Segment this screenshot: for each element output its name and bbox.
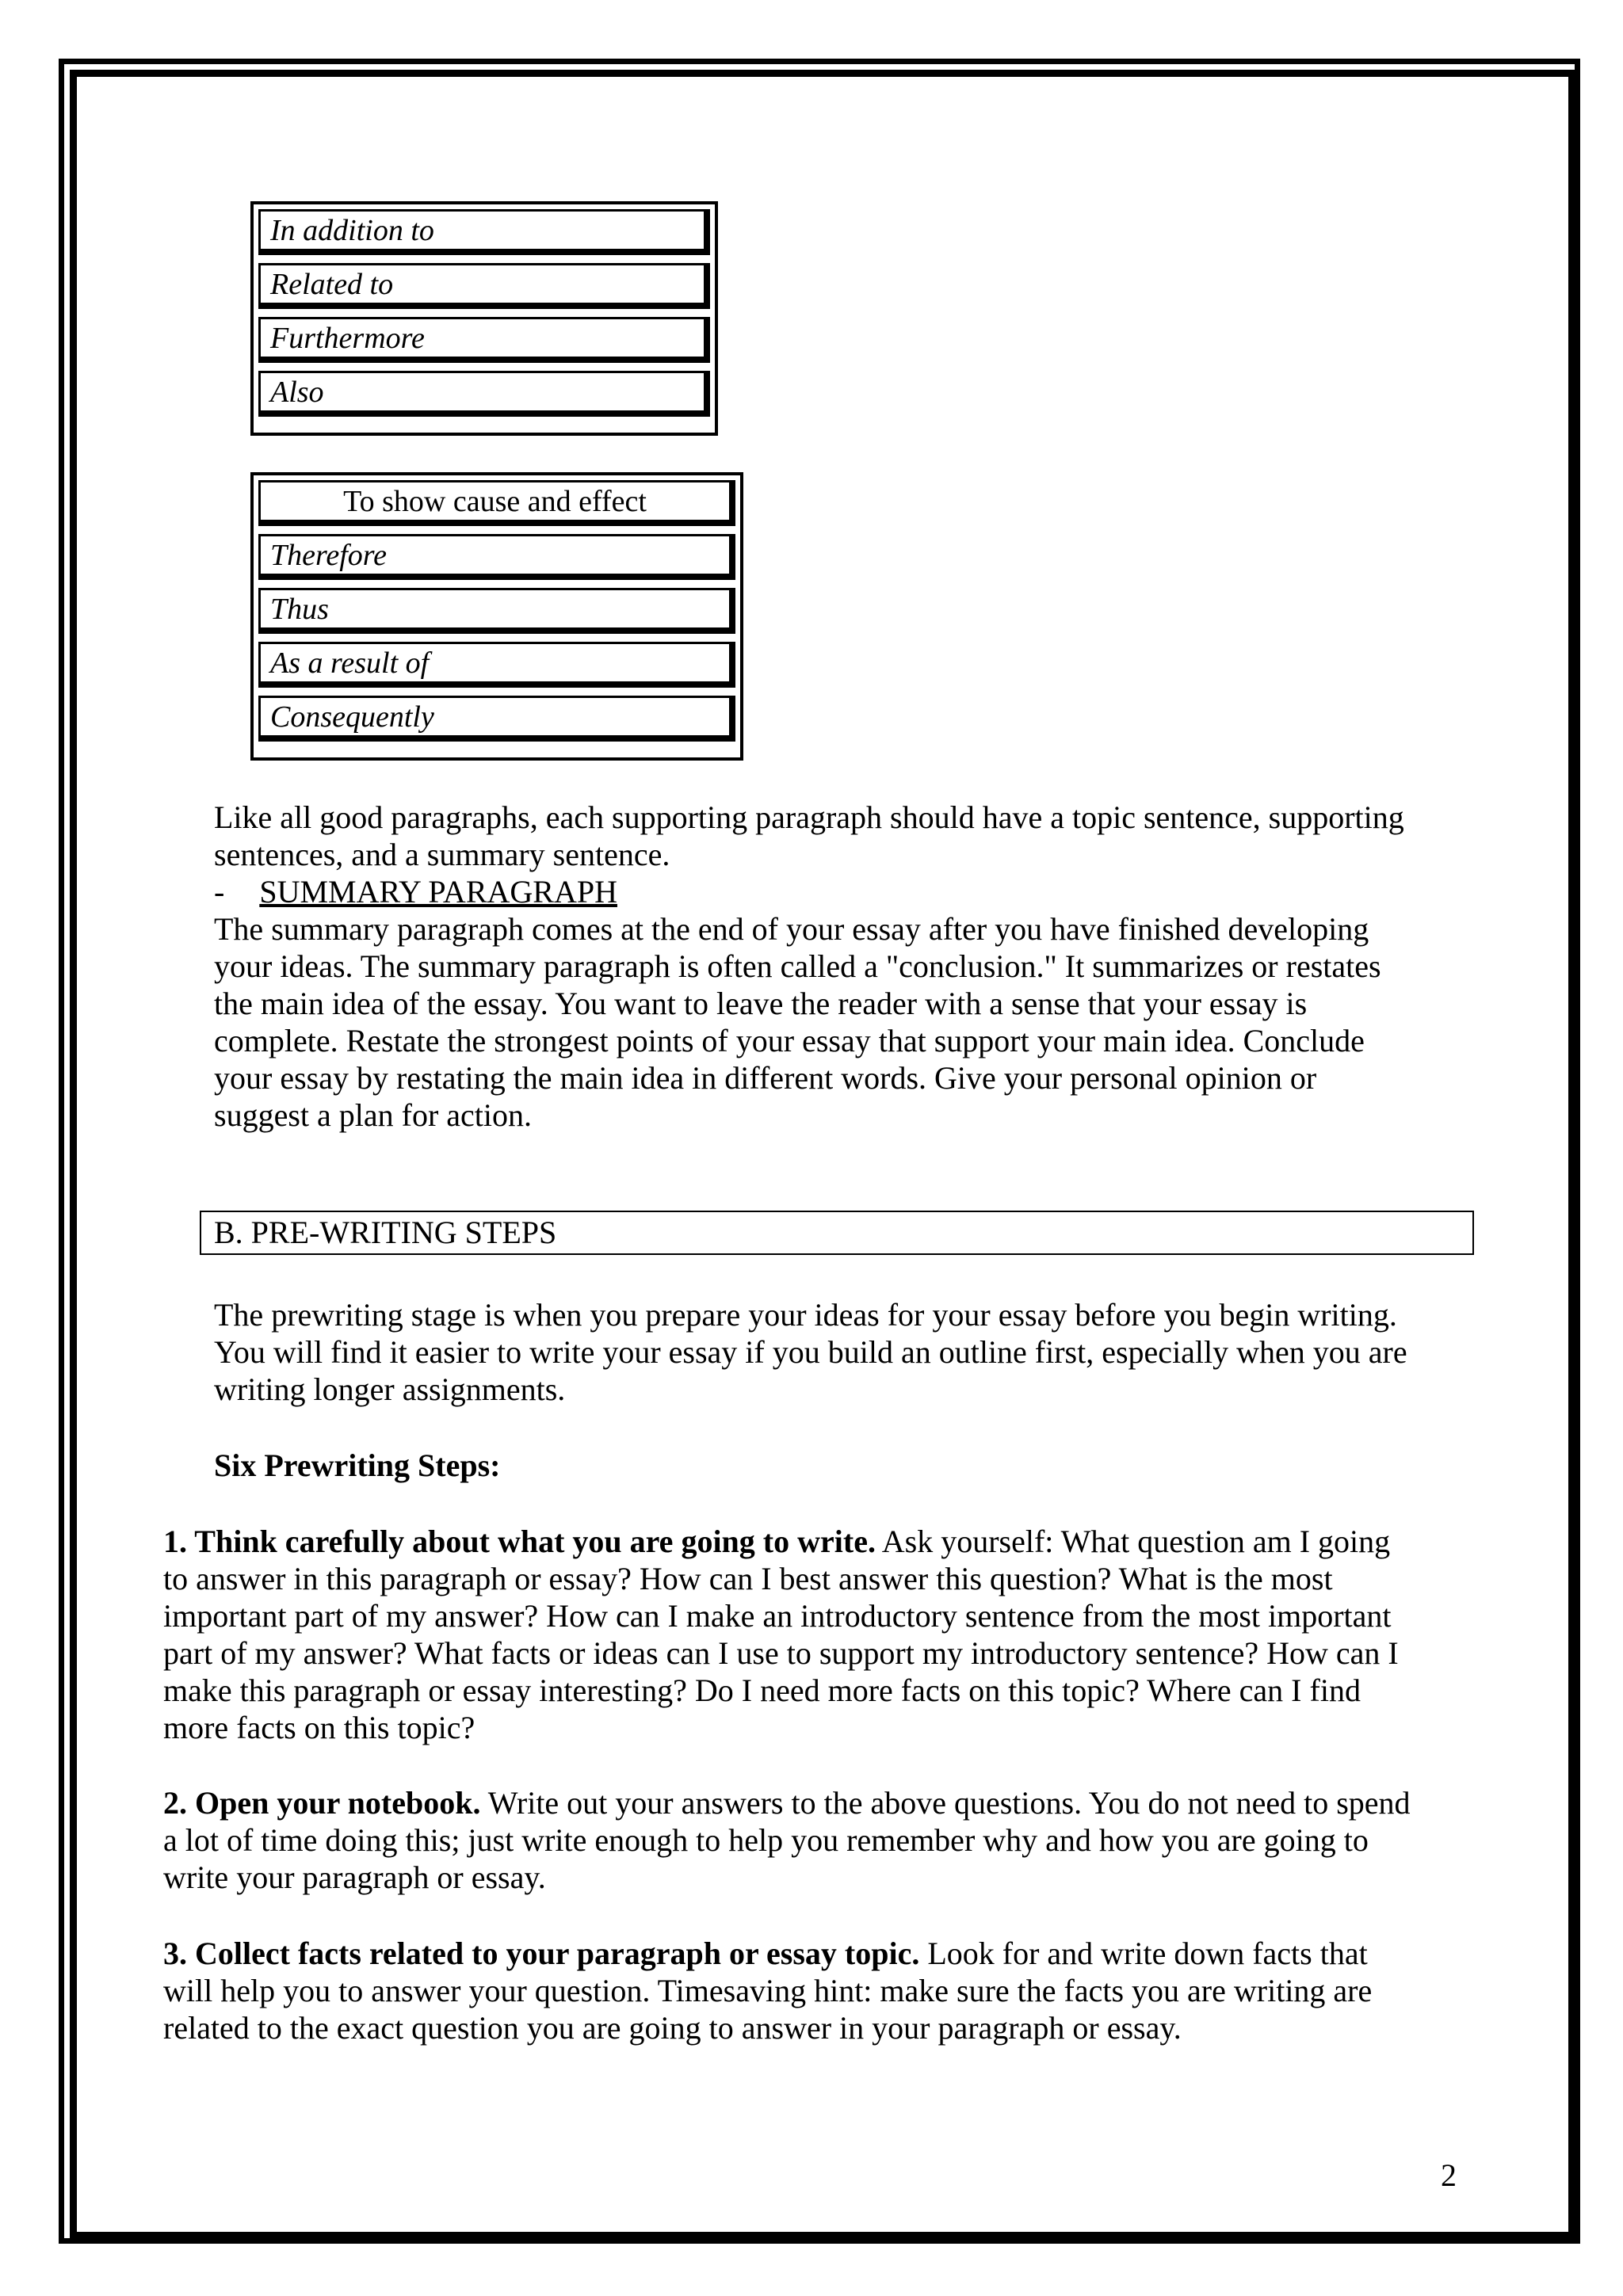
prewriting-intro	[214, 1296, 1407, 1408]
text-line: part of my answer? What facts or ideas can I use to support my introductory sentence? How can I	[163, 1635, 1399, 1671]
step-2	[163, 1784, 1411, 1896]
step-3	[163, 1935, 1372, 2046]
text-line: The prewriting stage is when you prepare your ideas for your essay before you begin writing.	[214, 1297, 1397, 1333]
cause-effect-box	[250, 472, 743, 761]
list-dash: -	[214, 874, 225, 910]
text-line: your ideas. The summary paragraph is often called a "conclusion." It summarizes or restates	[214, 948, 1381, 984]
text-line: suggest a plan for action.	[214, 1097, 532, 1133]
step-title: 3. Collect facts related to your paragraph or essay topic.	[163, 1936, 920, 1971]
text-line: make this paragraph or essay interesting? Do I need more facts on this topic? Where can I find	[163, 1672, 1361, 1708]
page-number: 2	[1441, 2157, 1457, 2193]
text-line: your essay by restating the main idea in different words. Give your personal opinion or	[214, 1060, 1317, 1096]
text-line: sentences, and a summary sentence.	[214, 837, 670, 872]
text-line: Like all good paragraphs, each supporting paragraph should have a topic sentence, supporting	[214, 799, 1404, 835]
transition-word: Related to	[258, 263, 710, 309]
text-line: complete. Restate the strongest points of your essay that support your main idea. Conclude	[214, 1023, 1365, 1058]
cause-effect-word: As a result of	[258, 642, 735, 688]
text-line: will help you to answer your question. Timesaving hint: make sure the facts you are writing are	[163, 1973, 1373, 2008]
section-b-heading: B. PRE-WRITING STEPS	[200, 1211, 1474, 1255]
step-text: Ask yourself: What question am I going	[875, 1524, 1391, 1559]
step-1	[163, 1523, 1399, 1746]
text-line: You will find it easier to write your essay if you build an outline first, especially when you are	[214, 1334, 1407, 1370]
text-line: a lot of time doing this; just write enough to help you remember why and how you are going to	[163, 1822, 1369, 1858]
text-line: more facts on this topic?	[163, 1710, 475, 1745]
text-line: to answer in this paragraph or essay? How can I best answer this question? What is the most	[163, 1561, 1333, 1596]
text-line: The summary paragraph comes at the end of your essay after you have finished developing	[214, 911, 1369, 947]
text-line: the main idea of the essay. You want to leave the reader with a sense that your essay is	[214, 986, 1308, 1021]
cause-effect-word: Thus	[258, 588, 735, 634]
cause-effect-header: To show cause and effect	[258, 480, 735, 526]
summary-heading-row	[214, 873, 617, 910]
step-title: 2. Open your notebook.	[163, 1785, 481, 1821]
text-line: write your paragraph or essay.	[163, 1859, 546, 1895]
text-line: related to the exact question you are going to answer in your paragraph or essay.	[163, 2010, 1182, 2046]
cause-effect-word: Therefore	[258, 534, 735, 580]
six-steps-heading: Six Prewriting Steps:	[214, 1447, 501, 1483]
summary-paragraph	[214, 910, 1381, 1134]
transition-words-box	[250, 201, 718, 436]
text-line: important part of my answer? How can I make an introductory sentence from the most important	[163, 1598, 1392, 1634]
transition-word: Also	[258, 371, 710, 417]
transition-word: In addition to	[258, 209, 710, 255]
cause-effect-word: Consequently	[258, 696, 735, 742]
summary-heading: SUMMARY PARAGRAPH	[259, 874, 617, 910]
text-line: writing longer assignments.	[214, 1371, 566, 1407]
supporting-paragraph	[214, 799, 1404, 873]
step-title: 1. Think carefully about what you are going to write.	[163, 1524, 876, 1559]
step-text: Write out your answers to the above questions. You do not need to spend	[480, 1785, 1411, 1821]
transition-word: Furthermore	[258, 317, 710, 363]
step-text: Look for and write down facts that	[919, 1936, 1368, 1971]
